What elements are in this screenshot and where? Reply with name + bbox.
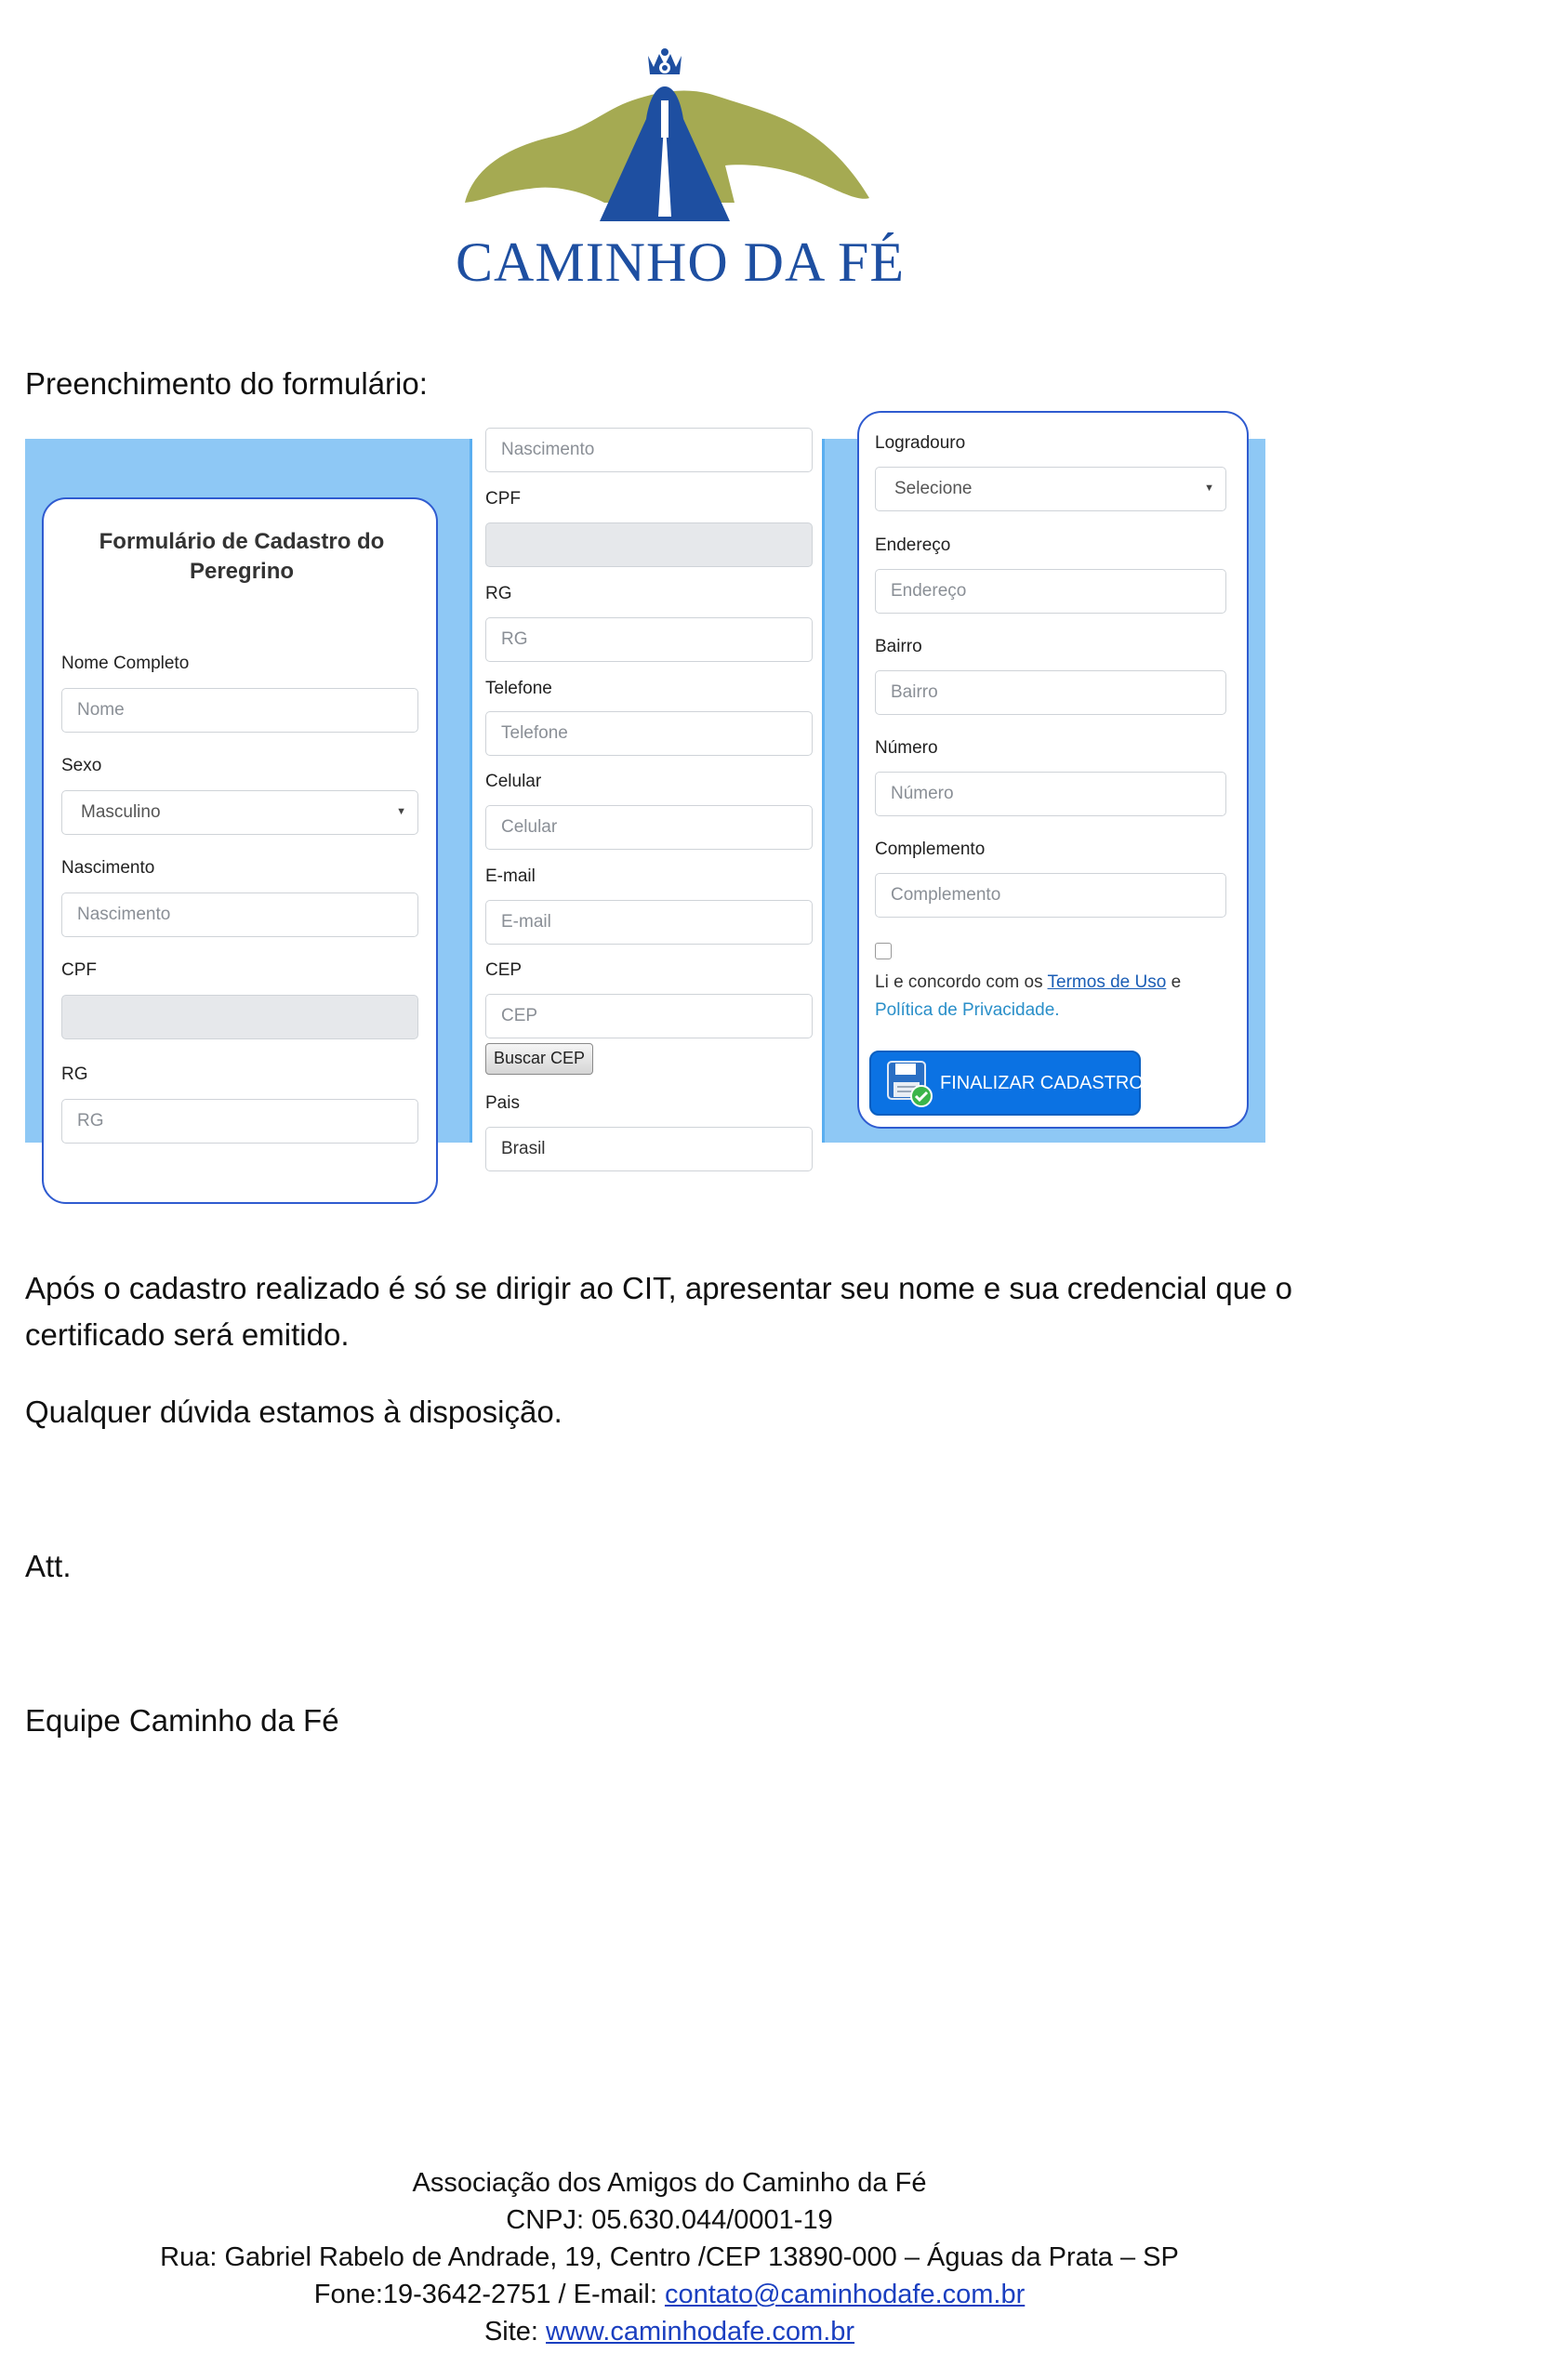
closing-text: Att. — [25, 1549, 72, 1583]
nome-label: Nome Completo — [61, 654, 190, 673]
complemento-label: Complemento — [875, 840, 986, 859]
logradouro-value: Selecione — [894, 479, 973, 498]
complemento-input[interactable]: Complemento — [875, 873, 1226, 918]
logo-wordmark: CAMINHO DA FÉ — [456, 231, 906, 293]
telefone-input[interactable]: Telefone — [485, 711, 813, 756]
nascimento-label: Nascimento — [61, 858, 155, 878]
terms-and: e — [1171, 972, 1182, 992]
sexo-select[interactable] — [61, 790, 418, 835]
terms-of-use-link[interactable]: Termos de Uso — [1047, 972, 1167, 992]
footer-cnpj: CNPJ: 05.630.044/0001-19 — [506, 2205, 833, 2235]
rg-input[interactable]: RG — [61, 1099, 418, 1144]
terms-checkbox[interactable] — [875, 943, 892, 959]
sexo-value: Masculino — [81, 802, 161, 822]
paragraph-line-2: certificado será emitido. — [25, 1317, 350, 1352]
save-disk-icon — [886, 1060, 934, 1108]
paragraph-line-1: Após o cadastro realizado é só se dirigir ao CIT, apresentar seu nome e sua credencial que o — [25, 1271, 1292, 1305]
sexo-label: Sexo — [61, 756, 102, 775]
form-screenshot-3 — [825, 433, 1265, 1143]
rg-input[interactable]: RG — [485, 617, 813, 662]
footer-site — [0, 2313, 1339, 2350]
cpf-input[interactable] — [485, 522, 813, 567]
celular-label: Celular — [485, 772, 542, 791]
email-label: E-mail — [485, 866, 536, 886]
caminho-da-fe-logo — [456, 45, 906, 296]
footer-site-link[interactable]: www.caminhodafe.com.br — [546, 2317, 855, 2347]
terms-text — [875, 969, 1228, 1025]
footer-site-prefix: Site: — [483, 2317, 547, 2347]
chevron-down-icon: ▼ — [396, 806, 406, 817]
logo-emblem — [456, 45, 874, 240]
nascimento-input[interactable]: Nascimento — [485, 428, 813, 472]
email-input[interactable]: E-mail — [485, 900, 813, 945]
intro-text: Preenchimento do formulário: — [25, 366, 428, 401]
cpf-input[interactable] — [61, 995, 418, 1039]
rg-label: RG — [61, 1064, 88, 1084]
pais-label: Pais — [485, 1093, 520, 1113]
numero-label: Número — [875, 738, 938, 758]
finalizar-cadastro-button[interactable] — [869, 1051, 1144, 1116]
terms-prefix: Li e concordo com os — [875, 972, 1043, 992]
buscar-cep-button[interactable]: Buscar CEP — [485, 1043, 593, 1075]
form-screenshot-1 — [25, 439, 470, 1143]
footer-org-name: Associação dos Amigos do Caminho da Fé — [412, 2168, 927, 2198]
chevron-down-icon: ▼ — [1204, 483, 1214, 494]
telefone-label: Telefone — [485, 679, 552, 698]
nome-input[interactable]: Nome — [61, 688, 418, 733]
cpf-label: CPF — [485, 489, 521, 509]
form-card — [42, 497, 438, 1204]
endereco-input[interactable]: Endereço — [875, 569, 1226, 614]
logradouro-label: Logradouro — [875, 433, 966, 453]
bairro-input[interactable]: Bairro — [875, 670, 1226, 715]
nascimento-input[interactable]: Nascimento — [61, 892, 418, 937]
cpf-label: CPF — [61, 960, 97, 980]
form-screenshot-2 — [470, 439, 825, 1158]
footer — [0, 2164, 1339, 2350]
endereco-label: Endereço — [875, 536, 951, 555]
paragraph-2: Qualquer dúvida estamos à disposição. — [25, 1395, 563, 1429]
cep-input[interactable]: CEP — [485, 994, 813, 1038]
footer-phone: Fone:19-3642-2751 / E-mail: — [313, 2280, 665, 2309]
form-card — [857, 411, 1249, 1129]
privacy-policy-link[interactable]: Política de Privacidade. — [875, 1000, 1060, 1020]
signature-text: Equipe Caminho da Fé — [25, 1703, 339, 1738]
finalizar-cadastro-label: FINALIZAR CADASTRO — [940, 1073, 1144, 1093]
footer-contact — [0, 2276, 1339, 2313]
logradouro-select[interactable] — [875, 467, 1226, 511]
form-title: Formulário de Cadastro do Peregrino — [99, 529, 385, 584]
cep-label: CEP — [485, 960, 523, 980]
numero-input[interactable]: Número — [875, 772, 1226, 816]
pais-input[interactable]: Brasil — [485, 1127, 813, 1171]
rg-label: RG — [485, 584, 512, 603]
bairro-label: Bairro — [875, 637, 922, 656]
footer-email-link[interactable]: contato@caminhodafe.com.br — [664, 2280, 1026, 2309]
celular-input[interactable]: Celular — [485, 805, 813, 850]
footer-address: Rua: Gabriel Rabelo de Andrade, 19, Centro /CEP 13890-000 – Águas da Prata – SP — [160, 2242, 1179, 2272]
